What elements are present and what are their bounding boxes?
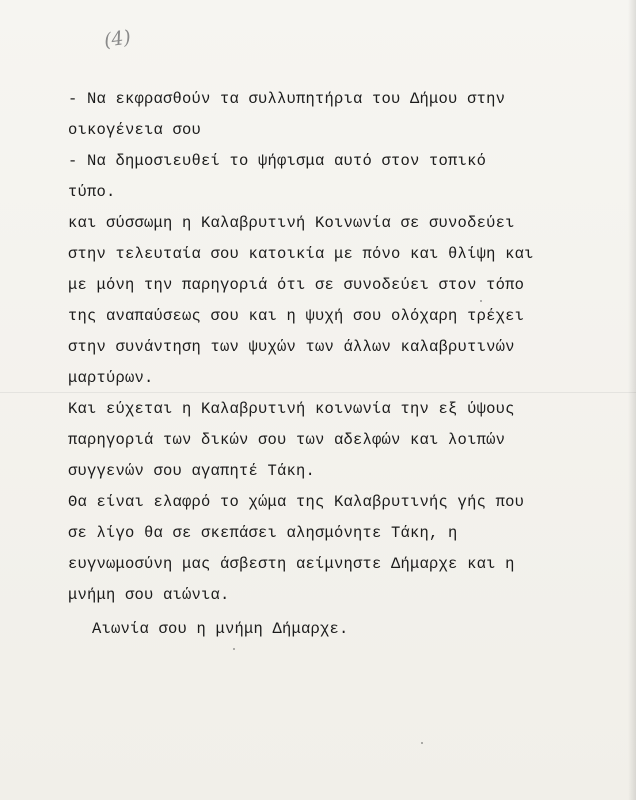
- text-line: - Να εκφρασθούν τα συλλυπητήρια του Δήμου στην: [68, 90, 506, 108]
- text-line: μαρτύρων.: [68, 369, 154, 387]
- text-line: ευγνωμοσύνη μας άσβεστη αείμνηστε Δήμαρχε και η: [68, 555, 515, 573]
- text-line: της αναπαύσεως σου και η ψυχή σου ολόχαρη τρέχει: [68, 307, 525, 325]
- text-line: συγγενών σου αγαπητέ Τάκη.: [68, 462, 316, 480]
- text-line: παρηγοριά των δικών σου των αδελφών και λοιπών: [68, 431, 506, 449]
- text-line: στην τελευταία σου κατοικία με πόνο και θλίψη και: [68, 245, 534, 263]
- text-line: μνήμη σου αιώνια.: [68, 586, 230, 604]
- scan-speck: [233, 648, 235, 650]
- text-line: στην συνάντηση των ψυχών των άλλων καλαβρυτινών: [68, 338, 515, 356]
- handwritten-page-number: (4): [102, 26, 133, 52]
- text-line: οικογένεια σου: [68, 121, 202, 139]
- text-line: τύπο.: [68, 183, 116, 201]
- text-line: Αιωνία σου η μνήμη Δήμαρχε.: [92, 620, 349, 638]
- scan-speck: [421, 742, 423, 744]
- text-line: και σύσσωμη η Καλαβρυτινή Κοινωνία σε συνοδεύει: [68, 214, 515, 232]
- scan-speck: [480, 300, 482, 302]
- text-line: με μόνη την παρηγοριά ότι σε συνοδεύει στον τόπο: [68, 276, 525, 294]
- text-line: Θα είναι ελαφρό το χώμα της Καλαβρυτινής γής που: [68, 493, 525, 511]
- text-line: Και εύχεται η Καλαβρυτινή κοινωνία την εξ ύψους: [68, 400, 515, 418]
- text-line: - Να δημοσιευθεί το ψήφισμα αυτό στον τοπικό: [68, 152, 487, 170]
- text-line: σε λίγο θα σε σκεπάσει αλησμόνητε Τάκη, η: [68, 524, 458, 542]
